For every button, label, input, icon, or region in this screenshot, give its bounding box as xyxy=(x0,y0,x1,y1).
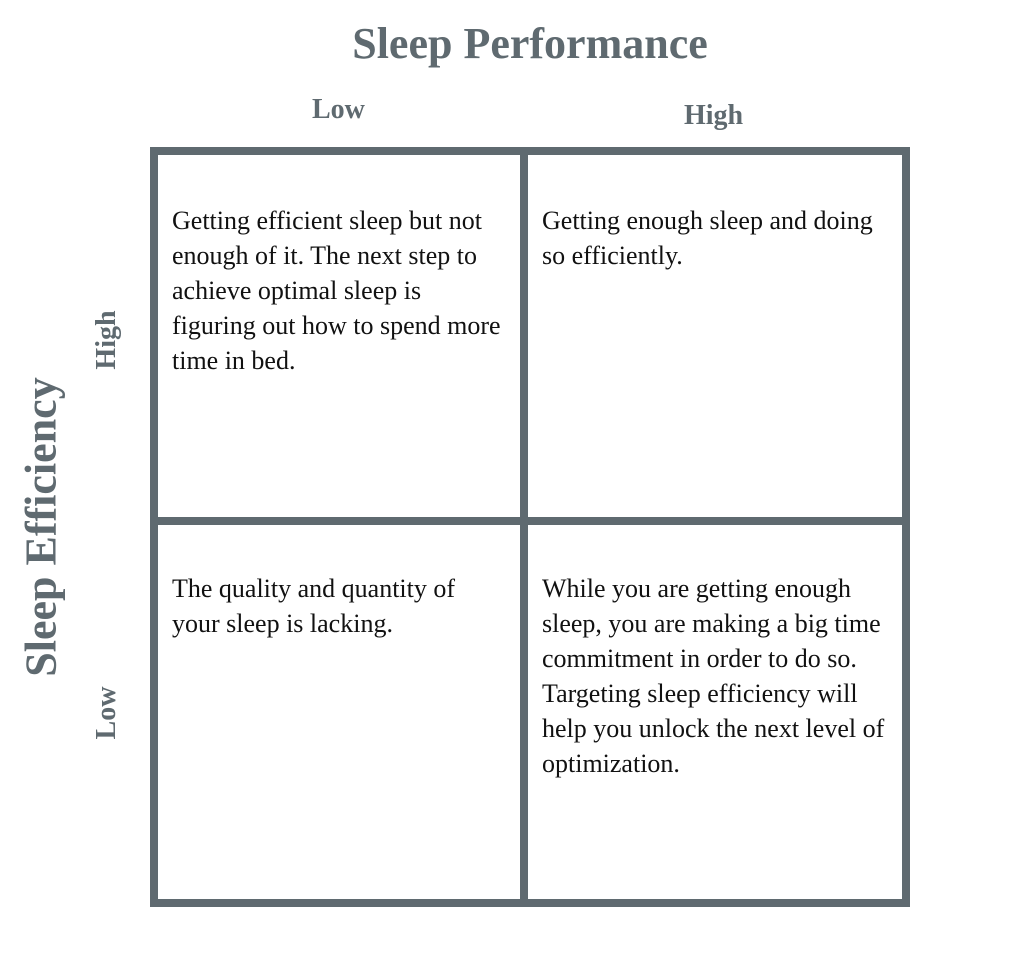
quadrant-text: The quality and quantity of your sleep is lacking. xyxy=(172,574,456,638)
quadrant-low-efficiency-high-performance xyxy=(528,525,902,899)
quadrant-text: While you are getting enough sleep, you are making a big time commitment in order to do so. Targeting sleep efficiency will help you unlock the next level of optimization. xyxy=(542,574,885,778)
y-axis-low-label: Low xyxy=(91,686,122,740)
quadrant-text: Getting enough sleep and doing so efficiently. xyxy=(542,206,873,270)
x-axis-high-label: High xyxy=(684,100,744,131)
quadrant-low-efficiency-low-performance xyxy=(158,525,528,899)
quadrant-grid xyxy=(150,147,910,907)
quadrant-high-efficiency-low-performance xyxy=(158,155,528,525)
y-axis-title: Sleep Efficiency xyxy=(16,377,66,677)
quadrant-high-efficiency-high-performance xyxy=(528,155,902,525)
y-axis-high-label: High xyxy=(91,310,122,370)
x-axis-low-label: Low xyxy=(312,94,365,125)
diagram-title: Sleep Performance xyxy=(352,19,708,68)
quadrant-text: Getting efficient sleep but not enough of it. The next step to achieve optimal sleep is figuring out how to spend more time in bed. xyxy=(172,206,501,375)
